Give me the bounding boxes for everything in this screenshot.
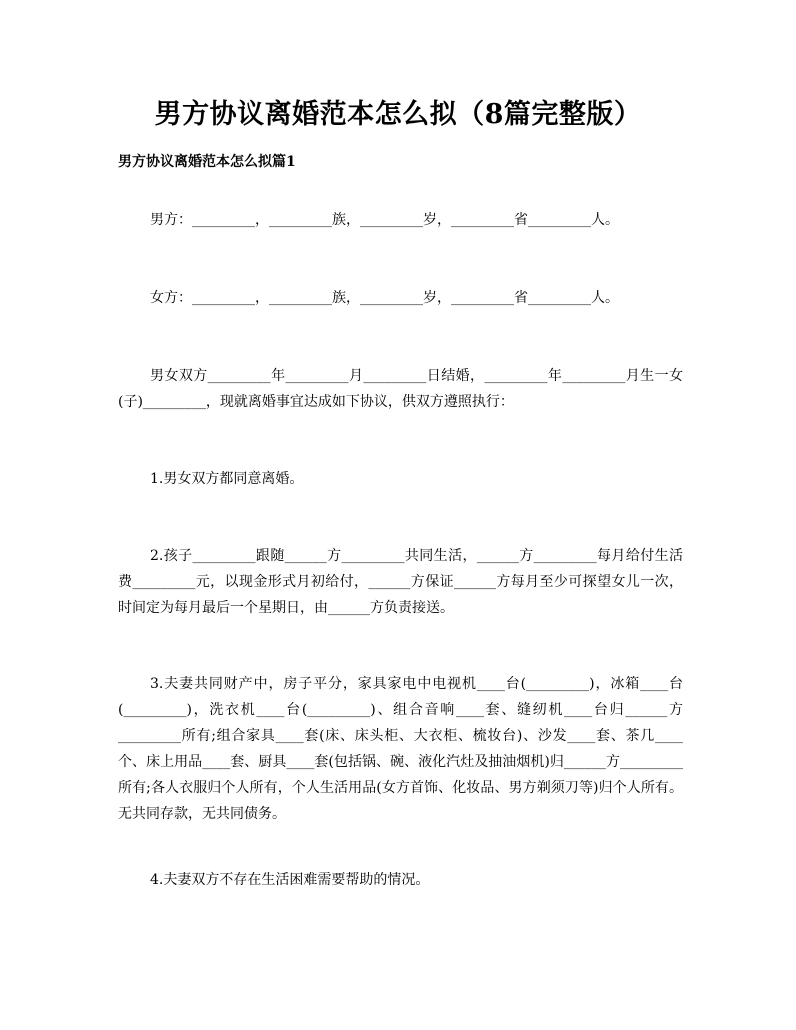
paragraph-clause-3: 3.夫妻共同财产中，房子平分，家具家电中电视机____台(_________)，冰箱____台(_________)，洗衣机____台(_________)、组合音响____套、缝纫机____台归______方_________所有;组合家具____套(床、床头柜、大衣柜、梳妆台)、沙发____套、茶几____个、床上用品____套、厨具____套(包括锅、碗、液化汽灶及抽油烟机)归______方_________所有;各人衣服归个人所有，个人生活用品(女方首饰、化妆品、男方剃须刀等)归个人所有。无共同存款，无共同债务。 bbox=[118, 676, 683, 822]
paragraph-male-info: 男方：_________，_________族，_________岁，_________省_________人。 bbox=[150, 212, 619, 228]
paragraph-clause-4: 4.夫妻双方不存在生活困难需要帮助的情况。 bbox=[150, 872, 430, 888]
document-title: 男方协议离婚范本怎么拟（8篇完整版） bbox=[154, 99, 642, 130]
paragraph-marriage-info: 男女双方_________年_________月_________日结婚，_________年_________月生一女(子)_________，现就离婚事宜达成如下协议，供双方遵照执行： bbox=[118, 368, 683, 410]
paragraph-clause-1: 1.男女双方都同意离婚。 bbox=[150, 471, 304, 487]
paragraph-clause-2: 2.孩子_________跟随______方_________共同生活，______方_________每月给付生活费_________元，以现金形式月初给付，______方保证______方每月至少可探望女儿一次，时间定为每月最后一个星期日，由______方负责接送。 bbox=[118, 548, 683, 616]
paragraph-female-info: 女方：_________，_________族，_________岁，_________省_________人。 bbox=[150, 290, 619, 306]
section-heading: 男方协议离婚范本怎么拟篇1 bbox=[118, 154, 296, 170]
